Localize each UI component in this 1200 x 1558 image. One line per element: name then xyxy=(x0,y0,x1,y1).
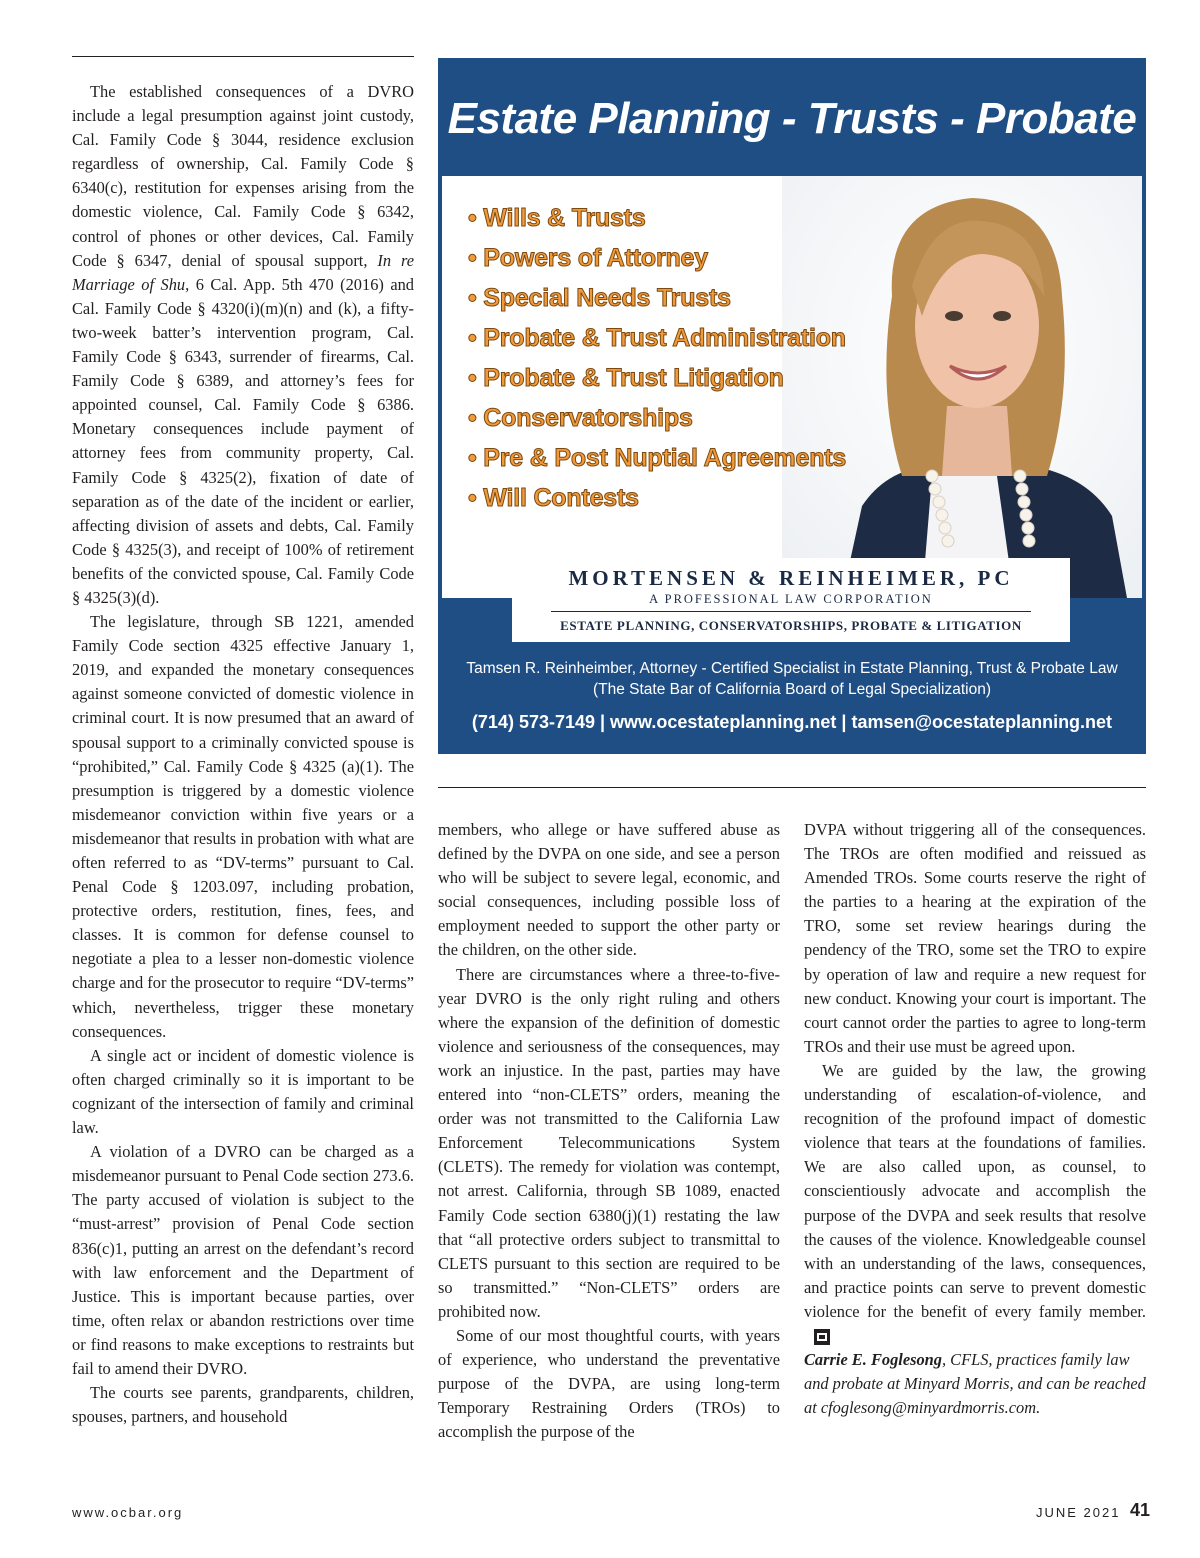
certification-line-2: (The State Bar of California Board of Legal Specialization) xyxy=(592,681,992,698)
left-paragraph-2: The legislature, through SB 1221, amended Family Code section 4325 effective January 1, 2019, and expanded the monetary consequences against someone convicted of domestic violence in criminal court. It is now presumed that an award of spousal support to a criminally convicted spouse is “prohibited,” Cal. Family Code § 4325 (a)(1). The presumption is triggered by a domestic violence misdemeanor conviction within five years or a misdemeanor that results in probation with what are often referred to as “DV-terms” pursuant to Cal. Penal Code § 1203.097, including probation, protective orders, restitution, fines, fees, and classes. It is common for defense counsel to negotiate a plea to a lesser non-domestic violence charge and for the prosecutor to require “DV-terms” which, nevertheless, trigger these monetary consequences. xyxy=(72,612,414,1041)
certification-line-1: Tamsen R. Reinheimber, Attorney - Certified Specialist in Estate Planning, Trust & Probate Law xyxy=(466,660,1118,677)
top-rule-left xyxy=(72,56,414,57)
author-byline xyxy=(804,1348,1146,1420)
right-paragraph-1: DVPA without triggering all of the consequences. The TROs are often modified and reissued as Amended TROs. Some courts reserve the right of the parties to a hearing at the expiration of the TRO, some set review hearings during the pendency of the TRO, some set the TRO to expire by operation of law and require a new request for new conduct. Knowing your court is important. The court cannot order the parties to agree to long-term TROs and their use must be agreed upon. xyxy=(804,820,1146,1056)
right-paragraph-2 xyxy=(804,1059,1146,1348)
left-paragraph-4: A violation of a DVRO can be charged as a misdemeanor pursuant to Penal Code section 273.6. The party accused of violation is subject to the “must-arrest” provision of Penal Code section 836(c)1, putting an arrest on the defendant’s record with law enforcement and the Department of Justice. This is important because parties, over time, often relax or abandon restrictions over time or find reasons to make exceptions to restraints but fail to amend their DVRO. xyxy=(72,1142,414,1378)
left-paragraph-3: A single act or incident of domestic violence is often charged criminally so it is important to be cognizant of the intersection of family and criminal law. xyxy=(72,1045,414,1138)
service-item: • Probate & Trust Administration xyxy=(468,324,846,352)
ad-contact-line[interactable]: (714) 573-7149 | www.ocestateplanning.net | tamsen@ocestateplanning.net xyxy=(471,712,1113,732)
ad-certification xyxy=(438,658,1146,700)
service-item: • Powers of Attorney xyxy=(468,244,708,272)
service-item: • Conservatorships xyxy=(468,404,693,432)
advertisement xyxy=(438,58,1146,754)
service-item: • Special Needs Trusts xyxy=(468,284,731,312)
firm-logo-box xyxy=(512,558,1070,642)
footer-website[interactable]: www.ocbar.org xyxy=(72,1505,184,1520)
case-citation: In re Marriage of Shu xyxy=(72,250,415,294)
ad-services-panel xyxy=(442,176,1142,598)
right-paragraph-2-text: We are guided by the law, the growing understanding of escalation-of-violence, and recognition of the profound impact of domestic violence that tears at the foundations of families. We are also called upon, as counsel, to conscientiously advocate and accomplish the purpose of the DVPA and seek results that resolve the causes of the violence. Knowledgeable counsel with an understanding of the laws, consequences, and practice points can serve to prevent domestic violence for the benefit of every family member. xyxy=(804,1060,1146,1321)
ad-services-list xyxy=(468,198,846,518)
page-number: 41 xyxy=(1130,1500,1151,1520)
article-end-icon xyxy=(814,1329,830,1345)
left-paragraph-1 xyxy=(72,80,414,610)
middle-paragraph-3: Some of our most thoughtful courts, with years of experience, who understand the preventative purpose of the DVPA, are using long-term Temporary Restraining Orders (TROs) to accomplish the purpose of the xyxy=(438,1325,780,1442)
ad-title: Estate Planning - Trusts - Probate xyxy=(447,94,1137,143)
left-paragraph-1-text-a: The established consequences of a DVRO include a legal presumption against joint custody, Cal. Family Code § 3044, residence exclusion regardless of ownership, Cal. Family Code § 6340(c), restitution for expenses arising from the domestic violence, Cal. Family Code § 6342, control of phones or other devices, Cal. Family Code § 6347, denial of spousal support, xyxy=(72,82,414,270)
right-column xyxy=(804,818,1146,1420)
middle-paragraph-1: members, who allege or have suffered abuse as defined by the DVPA on one side, and see a person who will be subject to severe legal, economic, and social consequences, including possible loss of employment needed to support the other party or the children, on the other side. xyxy=(438,820,780,960)
firm-specialties: ESTATE PLANNING, CONSERVATORSHIPS, PROBATE & LITIGATION xyxy=(560,618,1022,633)
author-name: Carrie E. Foglesong xyxy=(804,1350,942,1370)
left-column xyxy=(72,80,414,1429)
service-item: • Pre & Post Nuptial Agreements xyxy=(468,444,847,472)
left-paragraph-5: The courts see parents, grandparents, children, spouses, partners, and household xyxy=(72,1383,414,1427)
service-item: • Probate & Trust Litigation xyxy=(468,364,784,392)
middle-paragraph-2: There are circumstances where a three-to-five-year DVRO is the only right ruling and others where the expansion of the definition of domestic violence and seriousness of the consequences, may work an injustice. In the past, parties may have entered into “non-CLETS” orders, meaning the order was not transmitted to the California Law Enforcement Telecommunications System (CLETS). The remedy for violation was contempt, not arrest. California, through SB 1089, enacted Family Code section 6380(j)(1) restating the law that “all protective orders subject to transmittal to CLETS pursuant to this section are required to be so transmitted.” “Non-CLETS” orders are prohibited now. xyxy=(438,964,780,1321)
footer-issue: JUNE 2021 xyxy=(1036,1505,1121,1520)
left-paragraph-1-text-b: , 6 Cal. App. 5th 470 (2016) and Cal. Family Code § 4320(i)(m)(n) and (k), a fifty-two-week batter’s intervention program, Cal. Family Code § 6343, surrender of firearms, Cal. Family Code § 6389, and attorney’s fees for appointed counsel, Cal. Family Code § 6386. Monetary consequences include payment of attorney fees from community property, Cal. Family Code § 4325(2), fixation of date of separation as of the date of the incident or earlier, affecting division of assets and debts, Cal. Family Code § 4325(3), and receipt of 100% of retirement benefits of the convicted spouse, Cal. Family Code § 4325(3)(d). xyxy=(72,274,414,607)
author-bio: , CFLS, practices family law and probate at Minyard Morris, and can be reached at cfoglesong@minyardmorris.com. xyxy=(804,1350,1146,1418)
firm-subtitle: A PROFESSIONAL LAW CORPORATION xyxy=(649,592,933,606)
firm-name: MORTENSEN & REINHEIMER, PC xyxy=(568,566,1014,590)
middle-column xyxy=(438,818,780,1444)
firm-divider xyxy=(551,611,1031,612)
service-item: • Wills & Trusts xyxy=(468,204,646,232)
ad-bottom-rule xyxy=(438,787,1146,788)
service-item: • Will Contests xyxy=(468,484,639,512)
